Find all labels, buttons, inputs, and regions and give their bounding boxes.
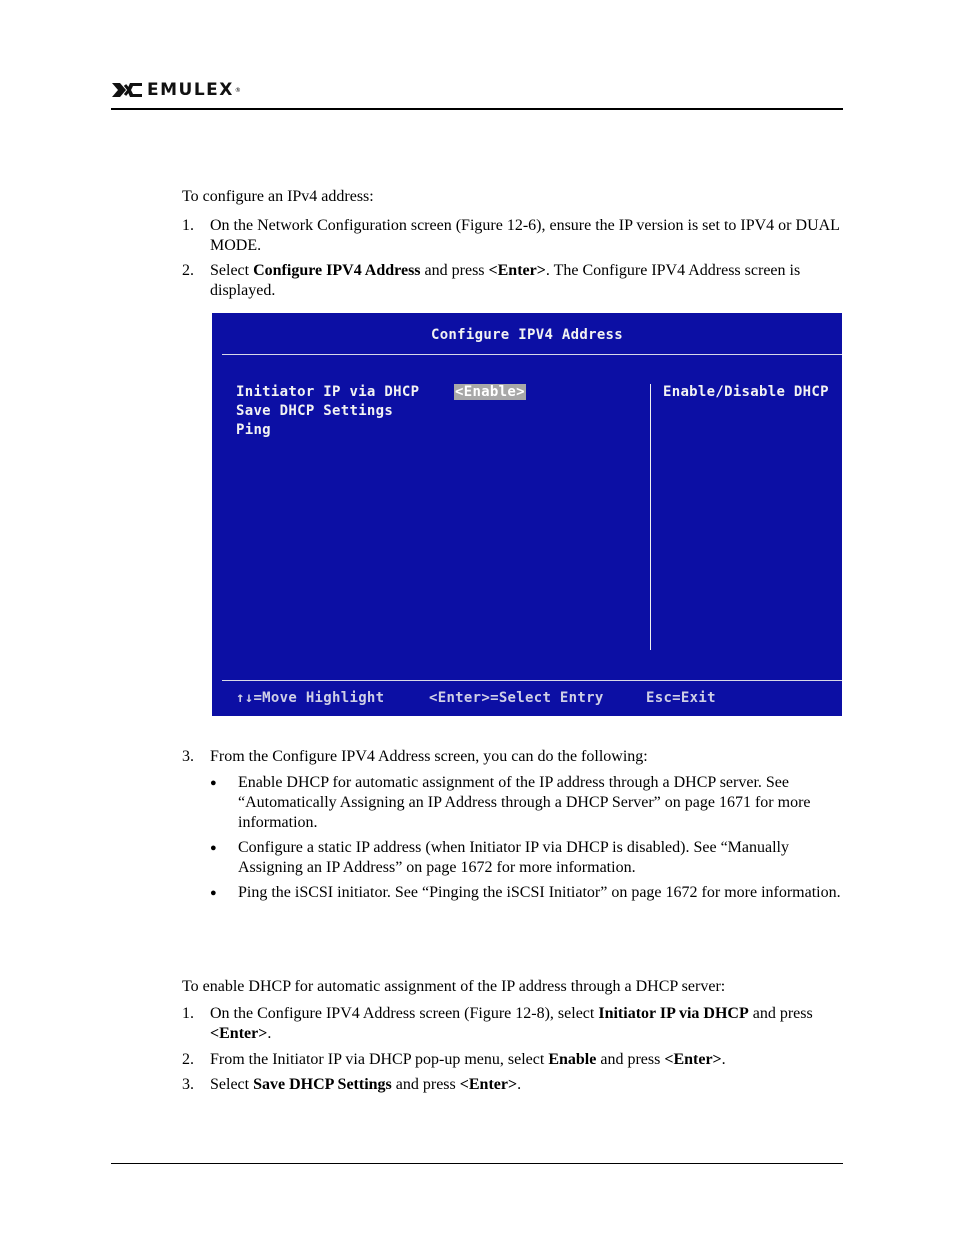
bullet-icon: ● xyxy=(210,842,217,854)
bullet-text: Configure a static IP address (when Initiator IP via DHCP is disabled). See “Manually Assigning an IP Address” on page 1672 for more information. xyxy=(238,839,789,876)
bios-title: Configure IPV4 Address xyxy=(430,327,624,343)
bullet-text: Enable DHCP for automatic assignment of the IP address through a DHCP server. See “Automatically Assigning an IP Address through a DHCP Server” on page 1671 for more information. xyxy=(238,774,811,831)
step-text: From the Initiator IP via DHCP pop-up menu, select Enable and press <Enter>. xyxy=(210,1051,726,1068)
intro-text: To configure an IPv4 address: xyxy=(182,188,374,205)
bios-footer-select: <Enter>=Select Entry xyxy=(429,690,604,706)
step-number: 2. xyxy=(182,1051,194,1068)
step-number: 1. xyxy=(182,217,194,234)
header-rule xyxy=(111,108,843,110)
bullet-icon: ● xyxy=(210,777,217,789)
step-number: 1. xyxy=(182,1005,194,1022)
step-text: Select Save DHCP Settings and press <Enter>. xyxy=(210,1076,522,1093)
bios-divider-bottom xyxy=(222,680,842,681)
step-text: On the Configure IPV4 Address screen (Figure 12-8), select Initiator IP via DHCP and press <Enter>. xyxy=(210,1005,813,1042)
bios-item-save-dhcp-settings[interactable]: Save DHCP Settings xyxy=(236,403,394,419)
bullet-text: Ping the iSCSI initiator. See “Pinging the iSCSI Initiator” on page 1672 for more information. xyxy=(238,884,841,901)
bios-dhcp-value-selected[interactable]: <Enable> xyxy=(455,384,525,400)
footer-rule xyxy=(111,1163,843,1164)
bios-footer-move: ↑↓=Move Highlight xyxy=(236,690,385,706)
step-a-2 xyxy=(182,261,842,301)
bullet-icon: ● xyxy=(210,887,217,899)
step-text: From the Configure IPV4 Address screen, you can do the following: xyxy=(210,748,648,765)
bios-help-text: Enable/Disable DHCP xyxy=(663,384,829,400)
step-number: 3. xyxy=(182,1076,194,1093)
step-a-3 xyxy=(182,747,842,767)
bullet-item-dhcp xyxy=(210,773,842,833)
bullet-item-ping xyxy=(210,883,842,903)
step-text: Select Configure IPV4 Address and press <Enter>. The Configure IPV4 Address screen is displayed. xyxy=(210,262,801,299)
dhcp-intro-text: To enable DHCP for automatic assignment of the IP address through a DHCP server: xyxy=(182,978,726,995)
step-number: 3. xyxy=(182,748,194,765)
step-b-3 xyxy=(182,1075,842,1095)
bullet-item-static-ip xyxy=(210,838,842,878)
emulex-logo-icon xyxy=(111,81,143,99)
bios-divider-top xyxy=(222,354,842,355)
step-b-2 xyxy=(182,1050,842,1070)
logo-text: EMULEX xyxy=(147,80,234,100)
step-text: On the Network Configuration screen (Figure 12-6), ensure the IP version is set to IPV4 or DUAL MODE. xyxy=(210,217,840,254)
bios-item-ping[interactable]: Ping xyxy=(236,422,271,438)
step-b-1 xyxy=(182,1004,842,1044)
step-number: 2. xyxy=(182,262,194,279)
bios-item-initiator-ip-dhcp[interactable]: Initiator IP via DHCP xyxy=(236,384,420,400)
step-a-1 xyxy=(182,216,842,256)
emulex-logo xyxy=(111,80,241,100)
bios-configure-ipv4-screen xyxy=(212,313,842,716)
bios-help-divider xyxy=(650,384,651,650)
logo-trademark: ® xyxy=(234,86,241,94)
bios-footer-exit: Esc=Exit xyxy=(646,690,716,706)
